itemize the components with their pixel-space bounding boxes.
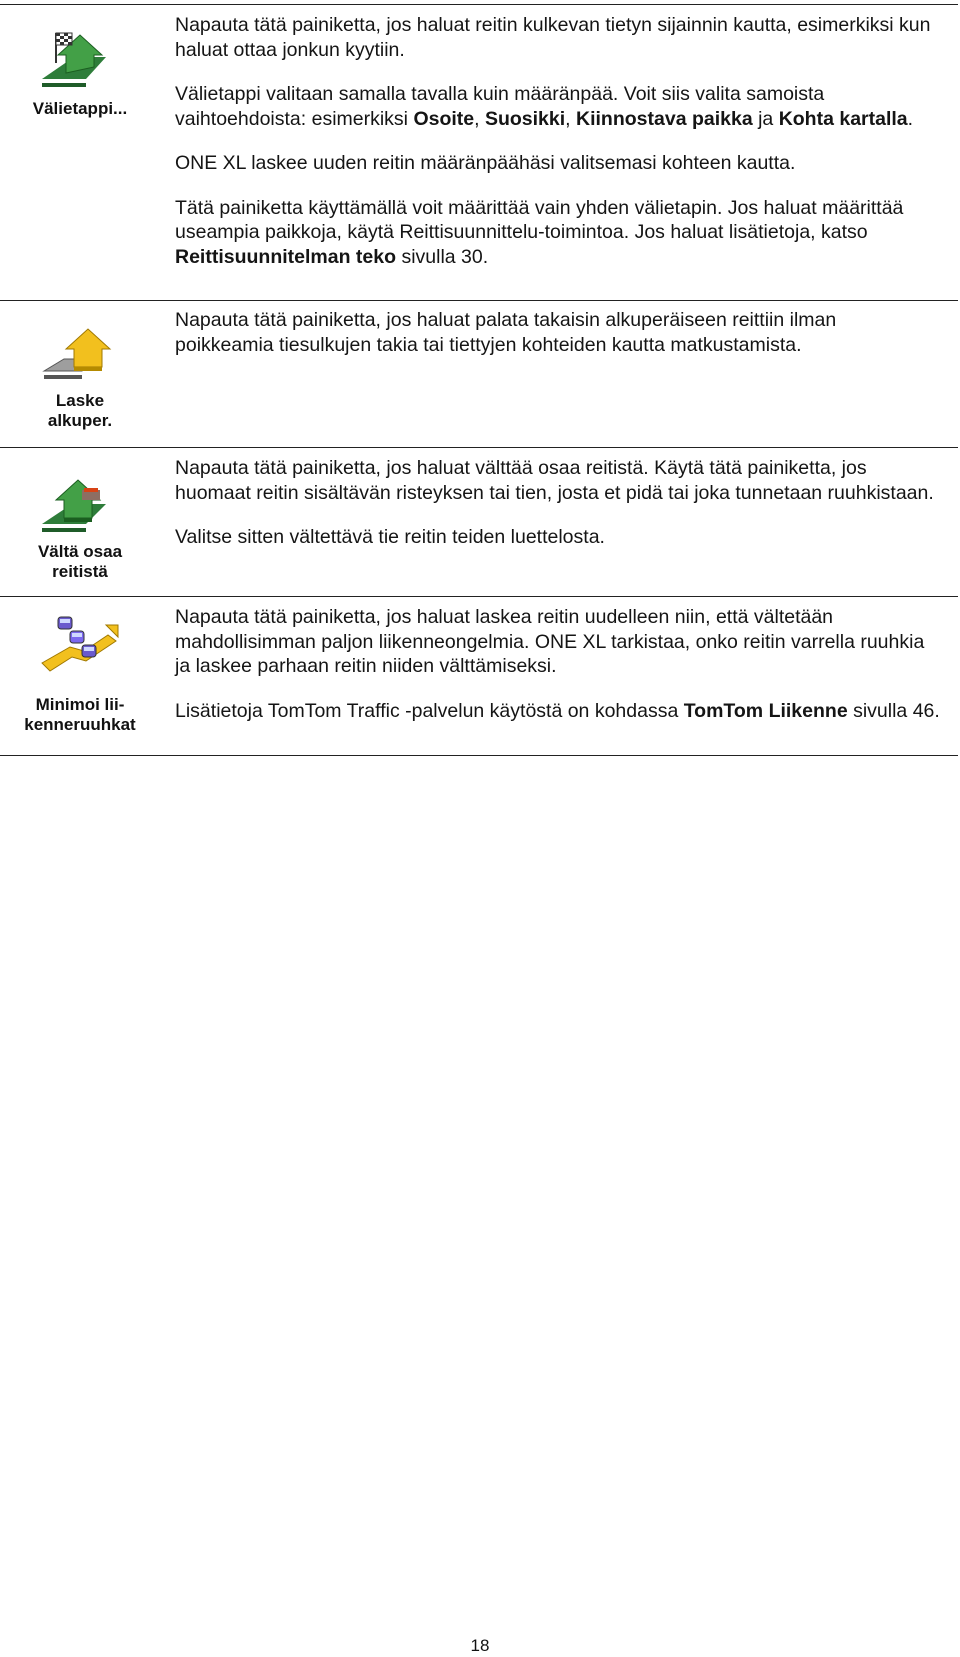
- table-row: [0, 300, 958, 447]
- page-number: 18: [470, 1636, 490, 1655]
- paragraph: Tätä painiketta käyttämällä voit määrittää vain yhden välietapin. Jos haluat määrittää useampia paikkoja, käytä Reittisuunnittelu-toimintoa. Jos haluat lisätietoja, katso Reittisuunnitelman teko sivulla 30.: [175, 196, 904, 268]
- button-cell: [0, 301, 160, 447]
- button-cell: [0, 448, 160, 596]
- paragraph: ONE XL laskee uuden reitin määränpäähäsi valitsemasi kohteen kautta.: [175, 152, 796, 174]
- paragraph: Napauta tätä painiketta, jos haluat välttää osaa reitistä. Käytä tätä painiketta, jos huomaat reitin sisältävän risteyksen tai tien, josta et pidä tai joka tunnetaan ruuhkistaan.: [175, 457, 934, 504]
- table-row: [0, 447, 958, 596]
- paragraph: Napauta tätä painiketta, jos haluat reitin kulkevan tietyn sijainnin kautta, esimerkiksi kun haluat ottaa jonkun kyytiin.: [175, 14, 931, 61]
- avoid-part-of-route-icon: [36, 474, 120, 538]
- description: [175, 456, 940, 550]
- paragraph: Napauta tätä painiketta, jos haluat laskea reitin uudelleen niin, että vältetään mahdollisimman paljon liikenneongelmia. ONE XL tarkistaa, onko reitin varrella ruuhkia ja laskee parhaan reitin niiden välttämiseksi.: [175, 606, 925, 677]
- recalculate-original-route-icon: [36, 321, 120, 385]
- paragraph: Lisätietoja TomTom Traffic -palvelun käytöstä on kohdassa TomTom Liikenne sivulla 46.: [175, 699, 940, 722]
- button-label: Laske alkuper.: [47, 391, 113, 430]
- table-row: [0, 4, 958, 300]
- button-description-table: [0, 4, 958, 756]
- button-cell: [0, 597, 160, 755]
- table-row: [0, 596, 958, 756]
- description: [175, 13, 940, 269]
- button-label: Vältä osaa reitistä: [37, 542, 123, 581]
- paragraph: Napauta tätä painiketta, jos haluat palata takaisin alkuperäiseen reittiin ilman poikkeamia tiesulkujen takia tai tiettyjen kohteiden kautta matkustamista.: [175, 309, 837, 356]
- paragraph: Valitse sitten vältettävä tie reitin teiden luettelosta.: [175, 526, 605, 548]
- button-label: Minimoi lii- kenneruuhkat: [24, 695, 136, 734]
- button-cell: [0, 5, 160, 300]
- waypoint-flag-road-icon: [36, 27, 120, 91]
- minimise-traffic-delays-icon: [36, 611, 120, 675]
- description: [175, 308, 940, 357]
- button-label: Välietappi...: [32, 99, 128, 118]
- paragraph: Välietappi valitaan samalla tavalla kuin määränpää. Voit siis valita samoista vaihtoehdoista: esimerkiksi Osoite, Suosikki, Kiinnostava paikka ja Kohta kartalla.: [175, 83, 914, 130]
- description: [175, 605, 940, 723]
